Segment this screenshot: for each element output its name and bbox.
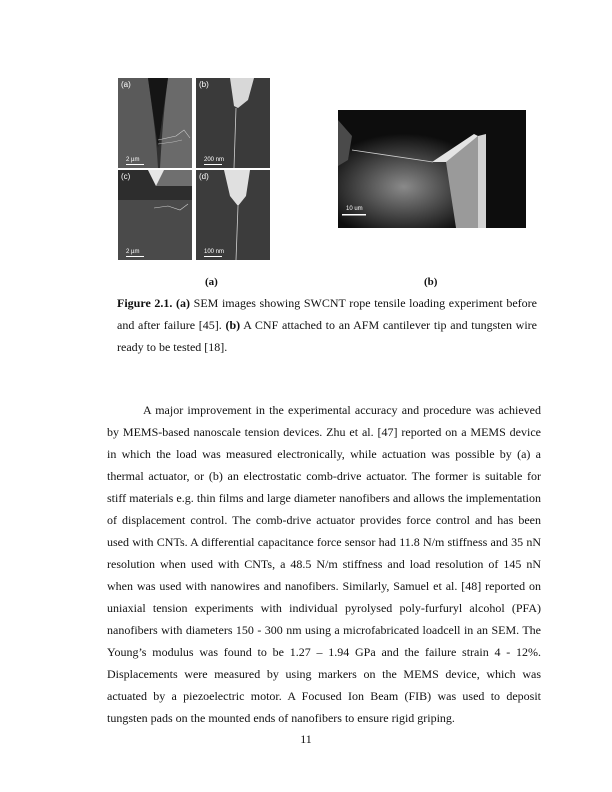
- sem-image-c: [118, 170, 192, 260]
- panel-label-c: (c): [121, 172, 131, 181]
- sub-label-a: (a): [205, 276, 218, 288]
- caption-part-a-label: (a): [176, 296, 191, 310]
- figure-caption: [117, 292, 537, 358]
- caption-part-b-label: (b): [225, 318, 241, 332]
- sub-label-b: (b): [424, 276, 438, 288]
- sem-image-b: [196, 78, 270, 168]
- scale-label-a: 2 µm: [126, 157, 140, 163]
- scale-label-c: 2 µm: [126, 249, 140, 255]
- scale-label-b: 200 nm: [204, 157, 225, 163]
- figure-a-sem-grid: [118, 78, 270, 260]
- panel-label-d: (d): [199, 172, 209, 181]
- scale-label-b-image: 10 um: [346, 206, 363, 212]
- scale-label-d: 100 nm: [204, 249, 225, 255]
- sem-image-a: [118, 78, 192, 168]
- scale-bar-b: [204, 164, 222, 165]
- sem-image-d: [196, 170, 270, 260]
- scale-bar-d: [204, 256, 222, 257]
- panel-label-b: (b): [199, 80, 209, 89]
- scale-bar-a: [126, 164, 144, 165]
- body-paragraph: A major improvement in the experimental accuracy and procedure was achieved by MEMS-based nanoscale tension devices. Zhu et al. [47] reported on a MEMS device in which the load was measured electronically, while actuation was possible by (a) a thermal actuator, or (b) an electrostatic comb-drive actuator. The former is suitable for stiff materials e.g. thin films and large diameter nanofibers and allows the implementation of displacement control. The comb-drive actuator provides force control and has been used with CNTs. A differential capacitance force sensor had 11.8 N/m stiffness and 35 nN resolution when used with CNTs, a 48.5 N/m stiffness and load resolution of 145 nN when was used with nanowires and nanofibers. Similarly, Samuel et al. [48] reported on uniaxial tension experiments with individual pyrolysed poly-furfuryl alcohol (PFA) nanofibers with diameters 150 - 300 nm using a microfabricated loadcell in an SEM. The Young’s modulus was found to be 1.27 – 1.94 GPa and the failure strain 4 - 12%. Displacements were measured by using markers on the MEMS device, which was actuated by a piezoelectric motor. A Focused Ion Beam (FIB) was used to deposit tungsten pads on the mounted ends of nanofibers to ensure rigid griping.: [107, 403, 541, 725]
- scale-bar-c: [126, 256, 144, 257]
- caption-part-b-text: A CNF attached to an AFM cantilever tip and tungsten wire ready to be tested [18].: [117, 318, 538, 354]
- figure-b-cnf-image: [338, 110, 526, 228]
- sem-panel-b: [196, 78, 270, 168]
- caption-figure-label: Figure 2.1.: [117, 296, 173, 310]
- sem-panel-c: [118, 170, 192, 260]
- caption-part-a-text: SEM images showing SWCNT rope tensile loading experiment before and after failure [45].: [117, 296, 537, 332]
- sem-panel-d: [196, 170, 270, 260]
- panel-label-a: (a): [121, 80, 131, 89]
- page-number: 11: [300, 732, 312, 746]
- cnf-afm-image: [338, 110, 526, 228]
- sem-panel-a: [118, 78, 192, 168]
